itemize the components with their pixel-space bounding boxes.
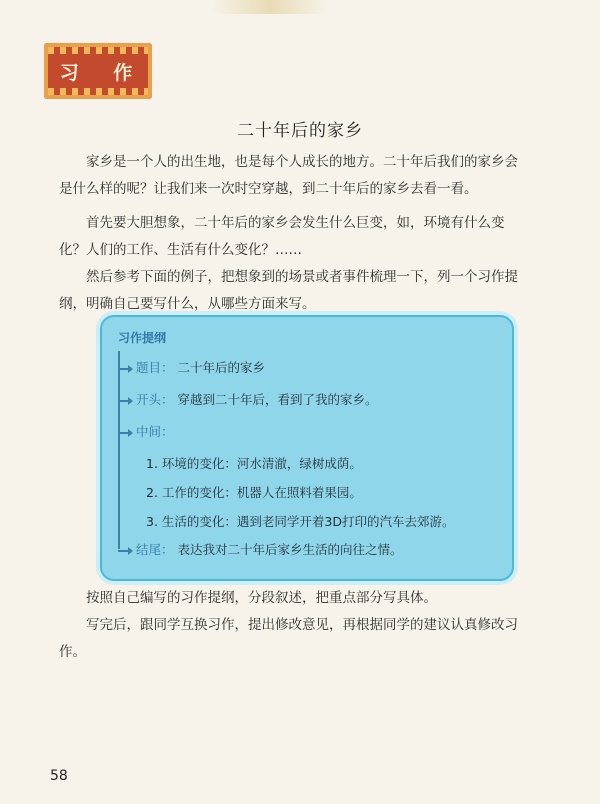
top-decoration [210, 0, 330, 14]
outline-middle-item: 1. 环境的变化：河水清澈，绿树成荫。 [146, 456, 362, 471]
writing-outline-box [100, 315, 514, 581]
outline-topic-key: 题目： [135, 360, 174, 375]
outline-middle-key: 中间： [135, 424, 174, 439]
paragraph-imagine: 首先要大胆想象，二十年后的家乡会发生什么巨变，如，环境有什么变化？人们的工作、生活有什么变化？…… [59, 215, 505, 258]
arrow-icon [118, 400, 130, 402]
arrow-icon [118, 550, 130, 552]
outline-ending [118, 540, 403, 558]
paragraph-write: 按照自己编写的习作提纲，分段叙述，把重点部分写具体。 [86, 590, 437, 606]
page-title: 二十年后的家乡 [237, 121, 363, 141]
outline-ending-value: 表达我对二十年后家乡生活的向往之情。 [177, 542, 403, 557]
outline-middle-item: 3. 生活的变化：遇到老同学开着3D打印的汽车去郊游。 [146, 514, 455, 529]
arrow-icon [118, 368, 130, 370]
outline-topic [118, 358, 265, 376]
paragraph-intro: 家乡是一个人的出生地，也是每个人成长的地方。二十年后我们的家乡会是什么样的呢？让我们来一次时空穿越，到二十年后的家乡去看一看。 [59, 154, 518, 197]
outline-opening [118, 390, 378, 408]
section-banner [44, 43, 152, 99]
outline-middle-item: 2. 工作的变化：机器人在照料着果园。 [146, 485, 362, 500]
outline-middle [118, 422, 174, 440]
outline-tree-line [118, 351, 120, 549]
outline-title: 习作提纲 [118, 331, 167, 345]
page-number: 58 [50, 768, 68, 784]
paragraph-revise: 写完后，跟同学互换习作，提出修改意见，再根据同学的建议认真修改习作。 [59, 617, 518, 660]
outline-ending-key: 结尾： [135, 542, 174, 557]
outline-opening-value: 穿越到二十年后，看到了我的家乡。 [177, 392, 378, 407]
paragraph-outline-instruction: 然后参考下面的例子，把想象到的场景或者事件梳理一下，列一个习作提纲，明确自己要写什么，从哪些方面来写。 [59, 269, 518, 312]
outline-opening-key: 开头： [135, 392, 174, 407]
section-label: 习 作 [59, 62, 147, 84]
arrow-icon [118, 432, 130, 434]
outline-topic-value: 二十年后的家乡 [177, 360, 265, 375]
